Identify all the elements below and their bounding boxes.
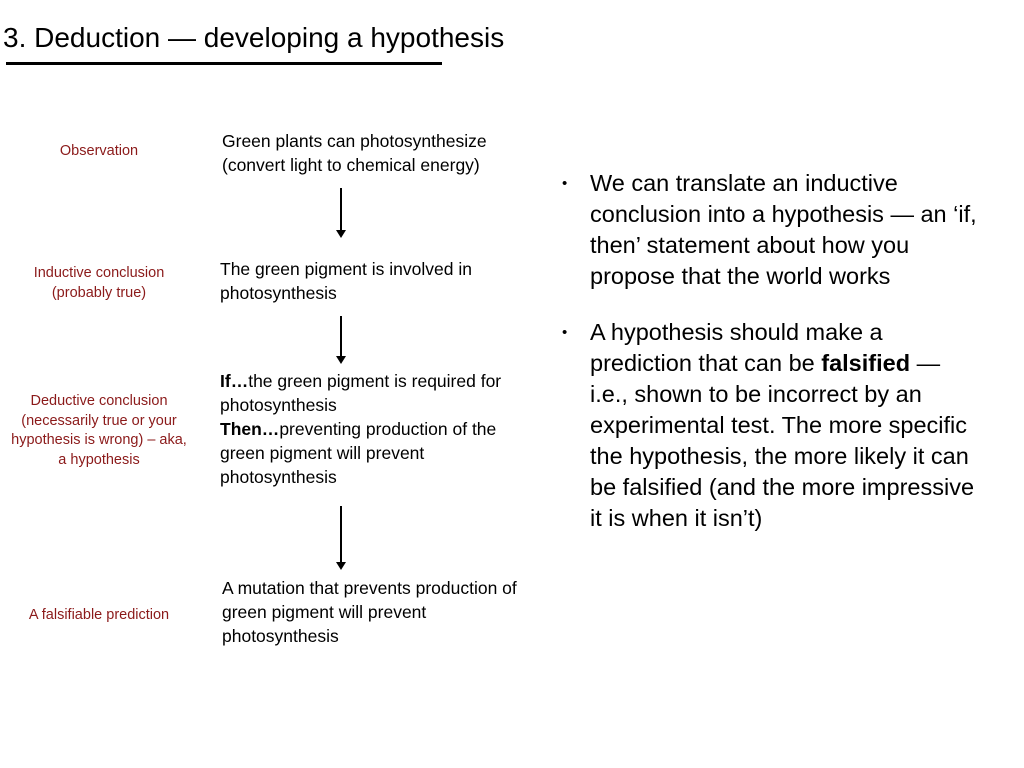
label-inductive-conclusion: Inductive conclusion (probably true) [33, 265, 165, 301]
bullet-item [560, 317, 980, 534]
bullet-icon: • [562, 324, 568, 341]
then-text: preventing production of the green pigment will prevent photosynthesis [220, 419, 497, 487]
down-arrow-icon [336, 506, 346, 570]
title-underline [6, 62, 442, 65]
bullet-item [560, 168, 980, 292]
bullet-icon: • [562, 175, 568, 192]
slide-title: 3. Deduction — developing a hypothesis [3, 22, 505, 53]
bullet-bold-term: falsified [821, 350, 911, 376]
label-falsifiable-prediction: A falsifiable prediction [28, 607, 170, 623]
down-arrow-icon [336, 316, 346, 364]
step-prediction-text: A mutation that prevents production of green pigment will prevent photosynthesis [222, 578, 517, 646]
down-arrow-icon [336, 188, 346, 238]
label-observation: Observation [59, 143, 139, 159]
step-inductive-text: The green pigment is involved in photosynthesis [220, 259, 472, 303]
step-observation-text: Green plants can photosynthesize (convert light to chemical energy) [222, 131, 487, 175]
bullet-list [560, 168, 980, 559]
if-lead: If… [220, 371, 249, 391]
step-hypothesis-text [220, 369, 530, 489]
bullet-text-after: — i.e., shown to be incorrect by an experimental test. The more specific the hypothesis, the more likely it can be falsified (and the more impressive it is when it isn’t) [590, 350, 975, 531]
bullet-text: We can translate an inductive conclusion into a hypothesis — an ‘if, then’ statement about how you propose that the world works [590, 170, 977, 289]
bullet-text-before: A hypothesis should make a prediction that can be [590, 319, 883, 376]
label-deductive-conclusion: Deductive conclusion (necessarily true or your hypothesis is wrong) – aka, a hypothesis [11, 393, 187, 468]
then-lead: Then… [220, 419, 280, 439]
if-text: the green pigment is required for photosynthesis [220, 371, 502, 415]
